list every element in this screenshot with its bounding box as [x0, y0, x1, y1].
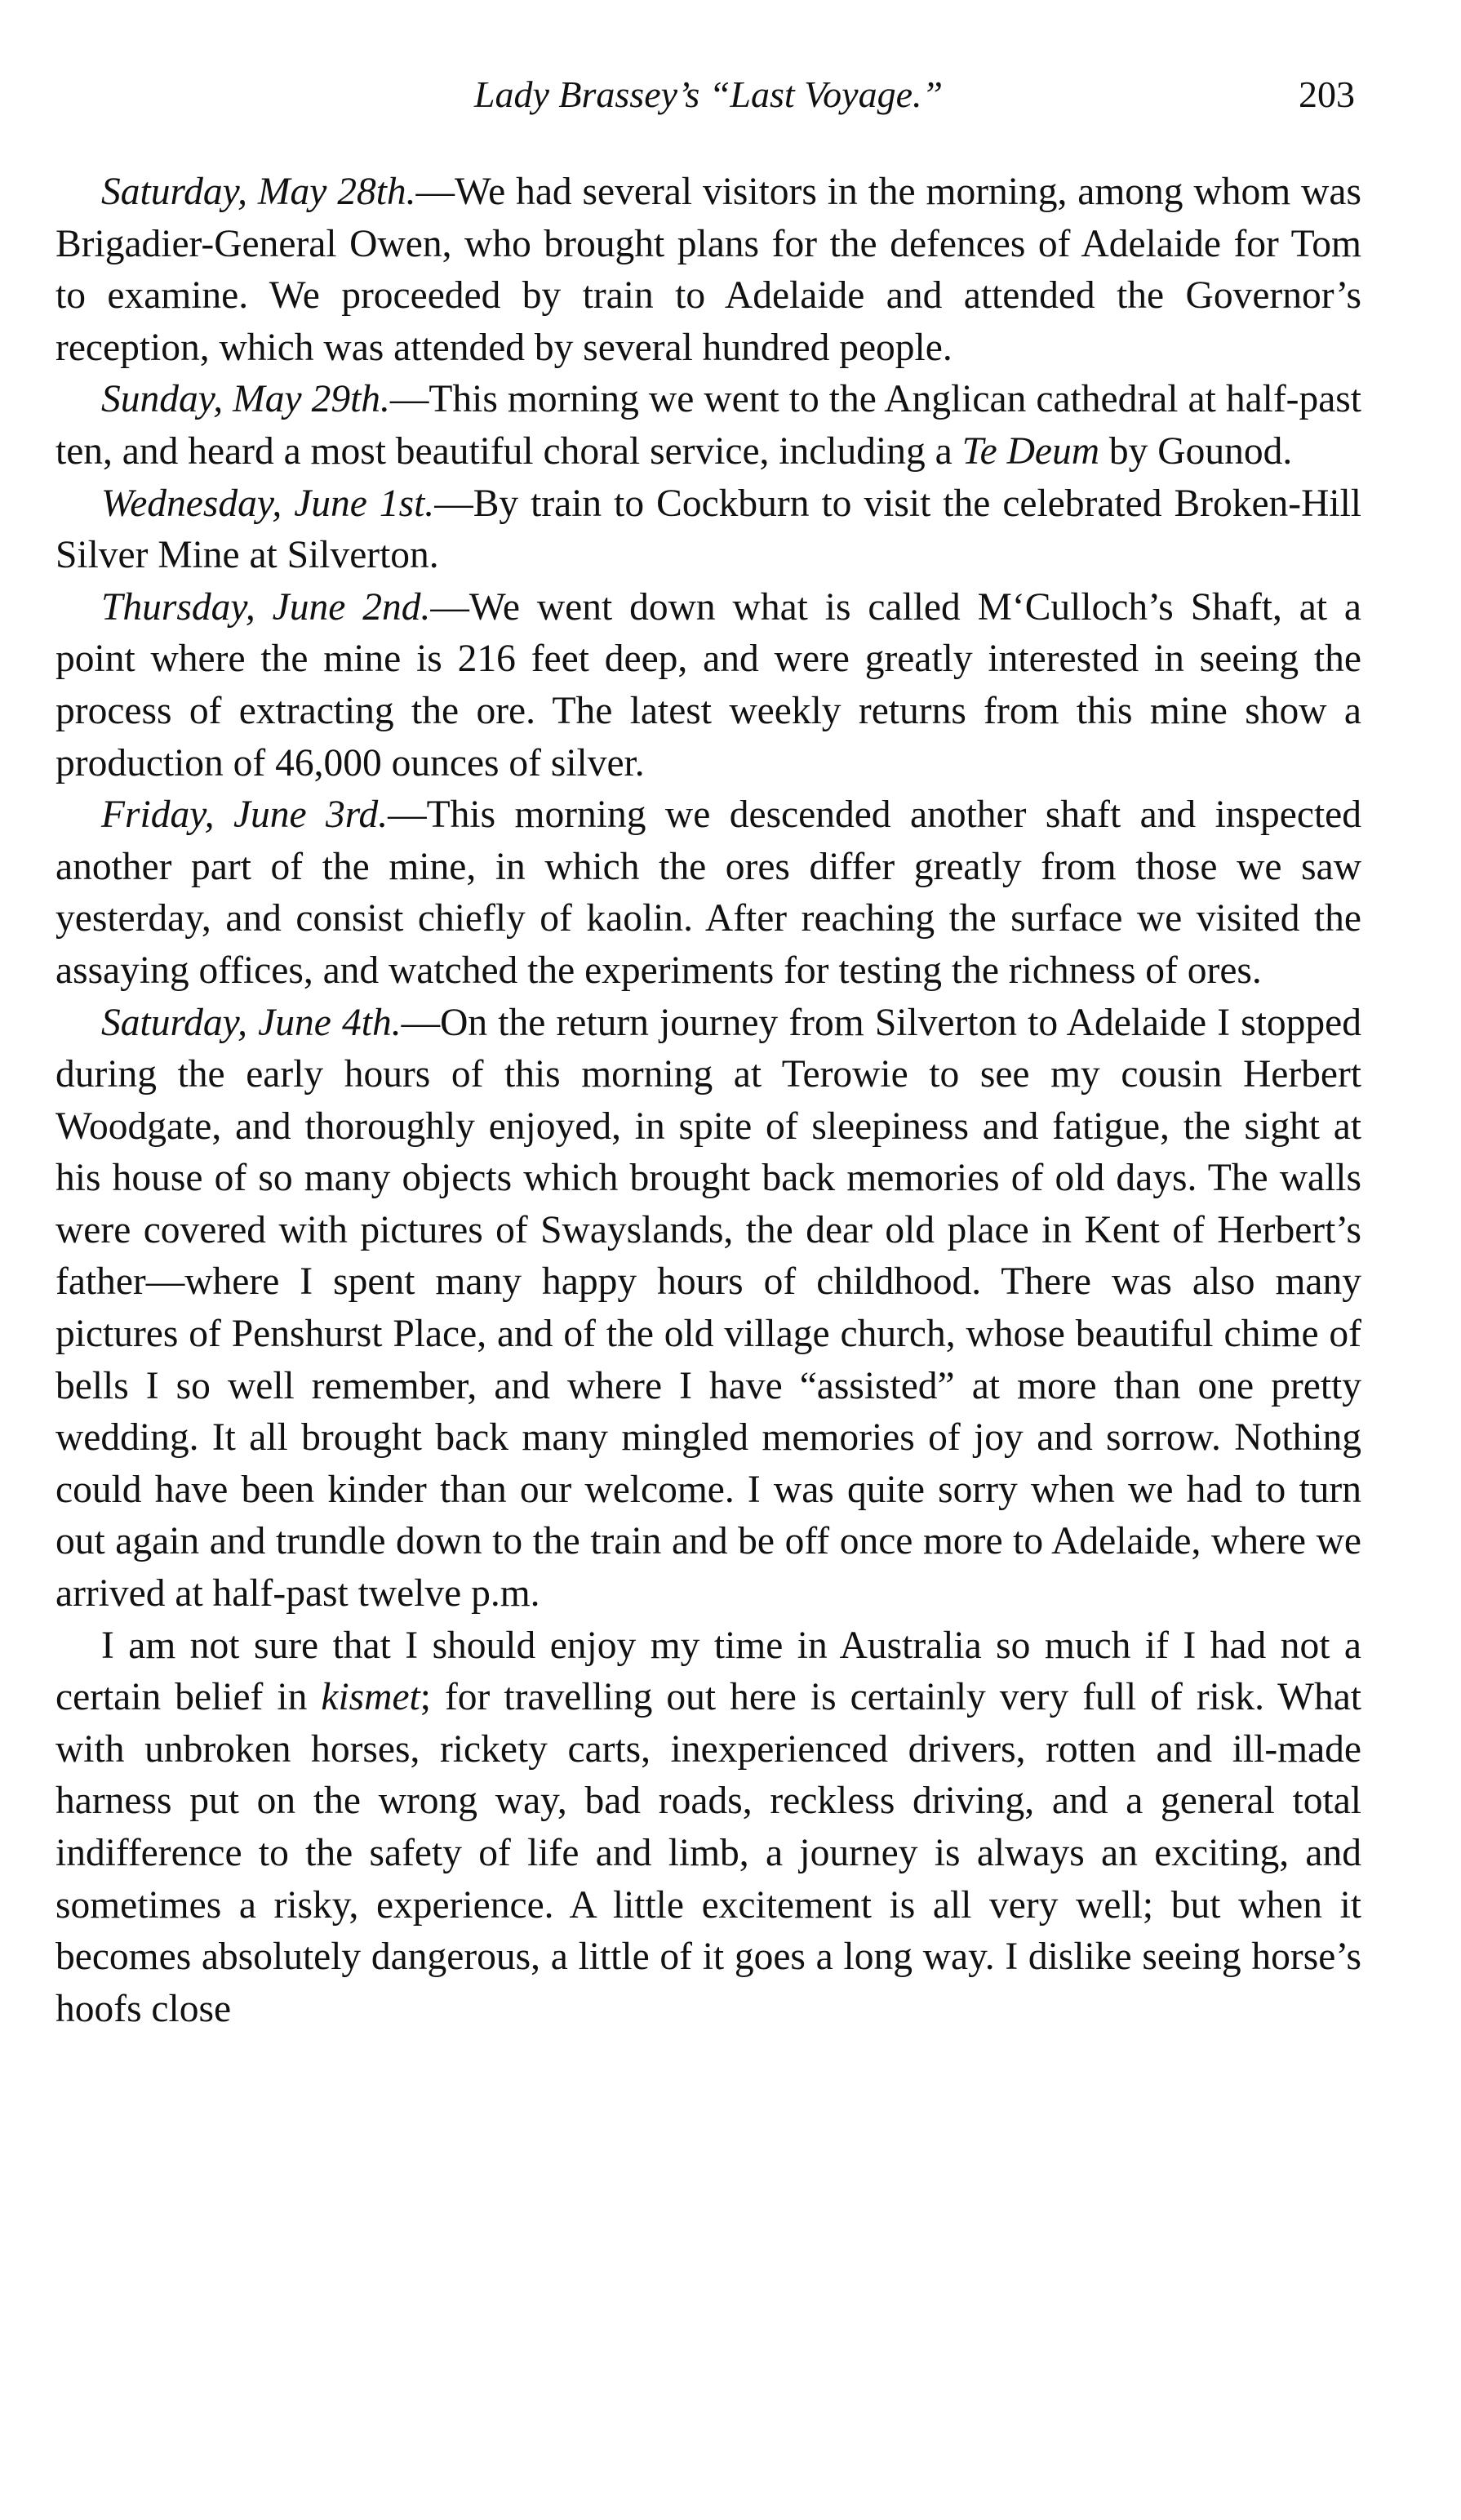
book-page — [56, 65, 1361, 2035]
page-number: 203 — [1299, 73, 1355, 115]
running-head — [56, 65, 1361, 124]
body-text — [56, 167, 1361, 2035]
closing-paragraph — [56, 1620, 1361, 2036]
diary-entry-june-1 — [56, 478, 1361, 582]
diary-entry-june-3 — [56, 789, 1361, 997]
entry-text: I am not sure that I should enjoy my time in Australia so much if I had not a certain belief in — [56, 1624, 1361, 1719]
entry-text: —This morning we went to the Anglican cathedral at half-past ten, and heard a most beautiful choral service, including a — [56, 378, 1361, 473]
italic-title: Te Deum — [961, 429, 1100, 473]
entry-text: —On the return journey from Silverton to Adelaide I stopped during the early hours of this morning at Terowie to see my cousin Herbert Woodgate, and thoroughly enjoyed, in spite of sleepiness and fatigue, the sight at his house of so many objects which brought back memories of old days. The walls were covered with pictures of Swayslands, the dear old place in Kent of Herbert’s father—where I spent many happy hours of childhood. There was also many pictures of Penshurst Place, and of the old village church, whose beautiful chime of bells I so well remember, and where I have “assisted” at more than one pretty wedding. It all brought back many mingled memories of joy and sorrow. Nothing could have been kinder than our welcome. I was quite sorry when we had to turn out again and trundle down to the train and be off once more to Adelaide, where we arrived at half-past twelve p.m. — [56, 1001, 1361, 1616]
diary-entry-may-29 — [56, 374, 1361, 478]
entry-date: Saturday, June 4th. — [101, 1001, 402, 1044]
entry-text: by Gounod. — [1099, 429, 1293, 473]
entry-date: Wednesday, June 1st. — [101, 482, 435, 525]
entry-text: —We went down what is called M‘Culloch’s Shaft, at a point where the mine is 216 feet deep, and were greatly interested in seeing the process of extracting the ore. The latest weekly returns from this mine show a production of 46,000 ounces of silver. — [56, 585, 1361, 784]
entry-text: ; for travelling out here is certainly very full of risk. What with unbroken horses, rickety carts, inexperienced drivers, rotten and ill-made harness put on the wrong way, bad roads, reckless driving, and a general total indifference to the safety of life and limb, a journey is always an exciting, and sometimes a risky, experience. A little excitement is all very well; but when it becomes absolutely dangerous, a little of it goes a long way. I dislike seeing horse’s hoofs close — [56, 1676, 1361, 2030]
italic-word: kismet — [321, 1676, 420, 1719]
entry-text: —By train to Cockburn to visit the celebrated Broken-Hill Silver Mine at Silverton. — [56, 482, 1361, 577]
entry-date: Friday, June 3rd. — [101, 793, 389, 837]
entry-date: Saturday, May 28th. — [101, 171, 416, 213]
entry-date: Thursday, June 2nd. — [101, 585, 431, 629]
entry-date: Sunday, May 29th. — [101, 378, 390, 421]
diary-entry-may-28 — [56, 167, 1361, 374]
entry-text: —This morning we descended another shaft and inspected another part of the mine, in which the ores differ greatly from those we saw yesterday, and consist chiefly of kaolin. After reaching the surface we visited the assaying offices, and watched the experiments for testing the richness of ores. — [56, 793, 1361, 992]
diary-entry-june-2 — [56, 582, 1361, 789]
diary-entry-june-4 — [56, 998, 1361, 1620]
running-title: Lady Brassey’s “Last Voyage.” — [473, 73, 944, 115]
entry-text: —We had several visitors in the morning, among whom was Brigadier-General Owen, who brought plans for the defences of Adelaide for Tom to examine. We proceeded by train to Adelaide and attended the Governor’s reception, which was attended by several hundred people. — [56, 171, 1361, 369]
